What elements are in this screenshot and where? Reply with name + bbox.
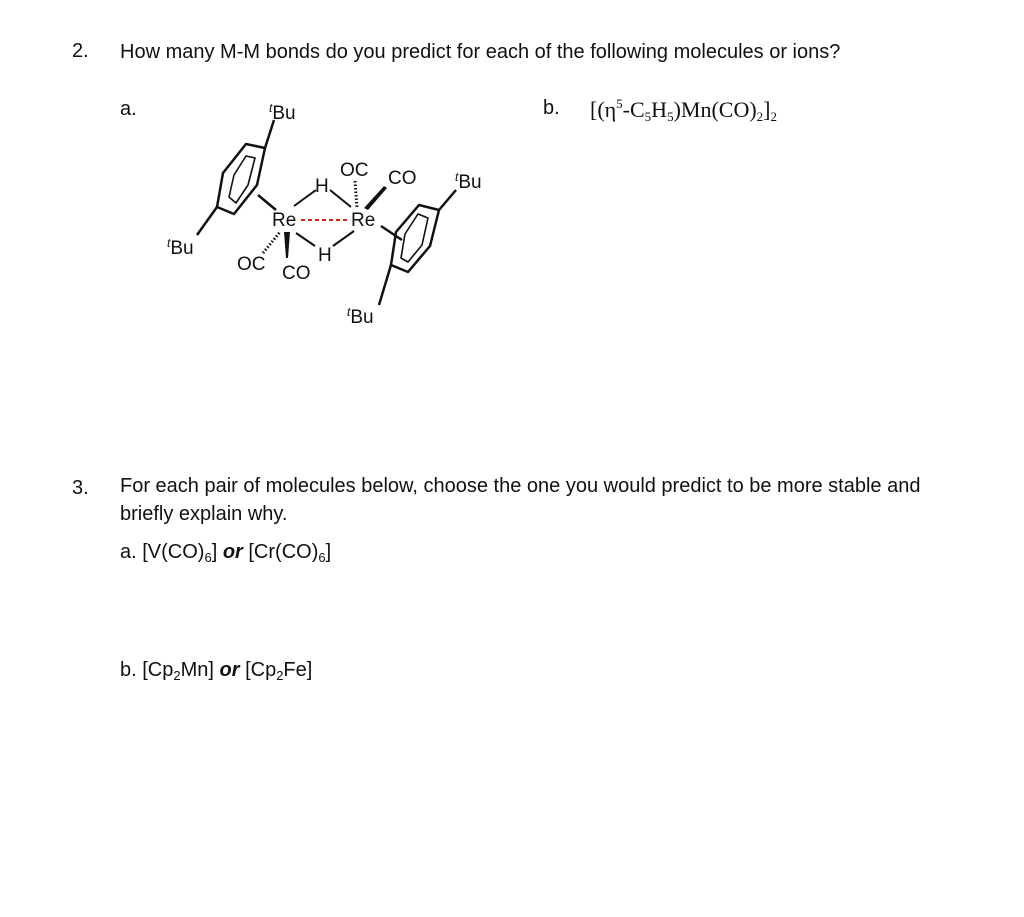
left-arene-bottom-tbu-bond (197, 207, 217, 235)
hydride-top-label: H (315, 176, 329, 197)
re1-label: Re (272, 210, 297, 231)
right-arene-top-tbu-bond (439, 190, 456, 210)
re2-dimer-structure (150, 90, 520, 340)
re2-co-wedge-bond (364, 186, 387, 210)
formula-metal: )Mn(CO) (673, 97, 757, 122)
q3b-second-prefix: [Cp (245, 659, 277, 681)
re1-co-wedge-bond (284, 232, 290, 258)
question-3a-choice (120, 541, 331, 565)
formula-co-count: 2 (756, 109, 764, 124)
q3a-first-prefix: a. [V(CO) (120, 541, 205, 563)
q3a-or: or (222, 541, 243, 563)
left-re-arene-bond (258, 195, 276, 210)
left-arene-ring (217, 144, 265, 214)
formula-close: ] (763, 97, 771, 122)
question-3b-choice (120, 659, 312, 683)
re1-h1-bond (294, 190, 316, 206)
re2-co-label: CO (388, 168, 417, 189)
q3a-second-prefix: [Cr(CO) (248, 541, 319, 563)
q3b-or: or (219, 659, 240, 681)
q3b-first-close: Mn] (180, 659, 214, 681)
question-3-prompt-line2: briefly explain why. (120, 503, 288, 525)
formula-hapticity: 5 (616, 96, 623, 111)
q3b-second-sub: 2 (276, 668, 284, 683)
left-arene-inner-ring (229, 156, 255, 203)
h1-re2-bond (330, 190, 351, 207)
formula-open: [(η (590, 97, 617, 122)
q3a-second-sub: 6 (318, 550, 326, 565)
q3b-first-sub: 2 (173, 668, 181, 683)
re1-oc-hashed-bond (263, 232, 280, 253)
formula-ring: -C (622, 97, 645, 122)
re2-oc-hashed-bond (355, 181, 357, 208)
question-2b-label: b. (543, 97, 560, 119)
left-arene-top-tbu-bond (265, 120, 274, 148)
hydride-bottom-label: H (318, 245, 332, 266)
h2-re2-bond (333, 231, 354, 246)
re1-oc-label: OC (237, 254, 266, 275)
re2-label: Re (351, 210, 376, 231)
formula-c-count: 5 (644, 109, 652, 124)
question-3-number: 3. (72, 477, 89, 499)
top-tbu-label: $^t$Bu (269, 101, 296, 124)
formula-h-count: 5 (667, 109, 674, 124)
left-tbu-label: $^t$Bu (167, 236, 194, 259)
question-2-prompt: How many M-M bonds do you predict for each of the following molecules or ions? (120, 41, 841, 63)
q3b-first-prefix: b. [Cp (120, 659, 174, 681)
question-3-prompt-line1: For each pair of molecules below, choose the one you would predict to be more stable and (120, 475, 921, 497)
re2-oc-label: OC (340, 160, 369, 181)
re1-h2-bond (296, 233, 315, 246)
formula-h: H (651, 97, 668, 122)
question-2-number: 2. (72, 40, 89, 62)
q3a-second-close: ] (325, 541, 332, 563)
q3a-first-close: ] (211, 541, 218, 563)
bottom-tbu-label: $^t$Bu (347, 305, 374, 328)
re1-co-label: CO (282, 263, 311, 284)
question-2a-label: a. (120, 98, 137, 120)
formula-dimer-count: 2 (770, 109, 777, 124)
q3b-second-close: Fe] (283, 659, 313, 681)
question-2b-formula (590, 96, 777, 125)
right-tbu-label: $^t$Bu (455, 170, 482, 193)
q3a-first-sub: 6 (204, 550, 212, 565)
right-arene-bottom-tbu-bond (379, 265, 391, 305)
